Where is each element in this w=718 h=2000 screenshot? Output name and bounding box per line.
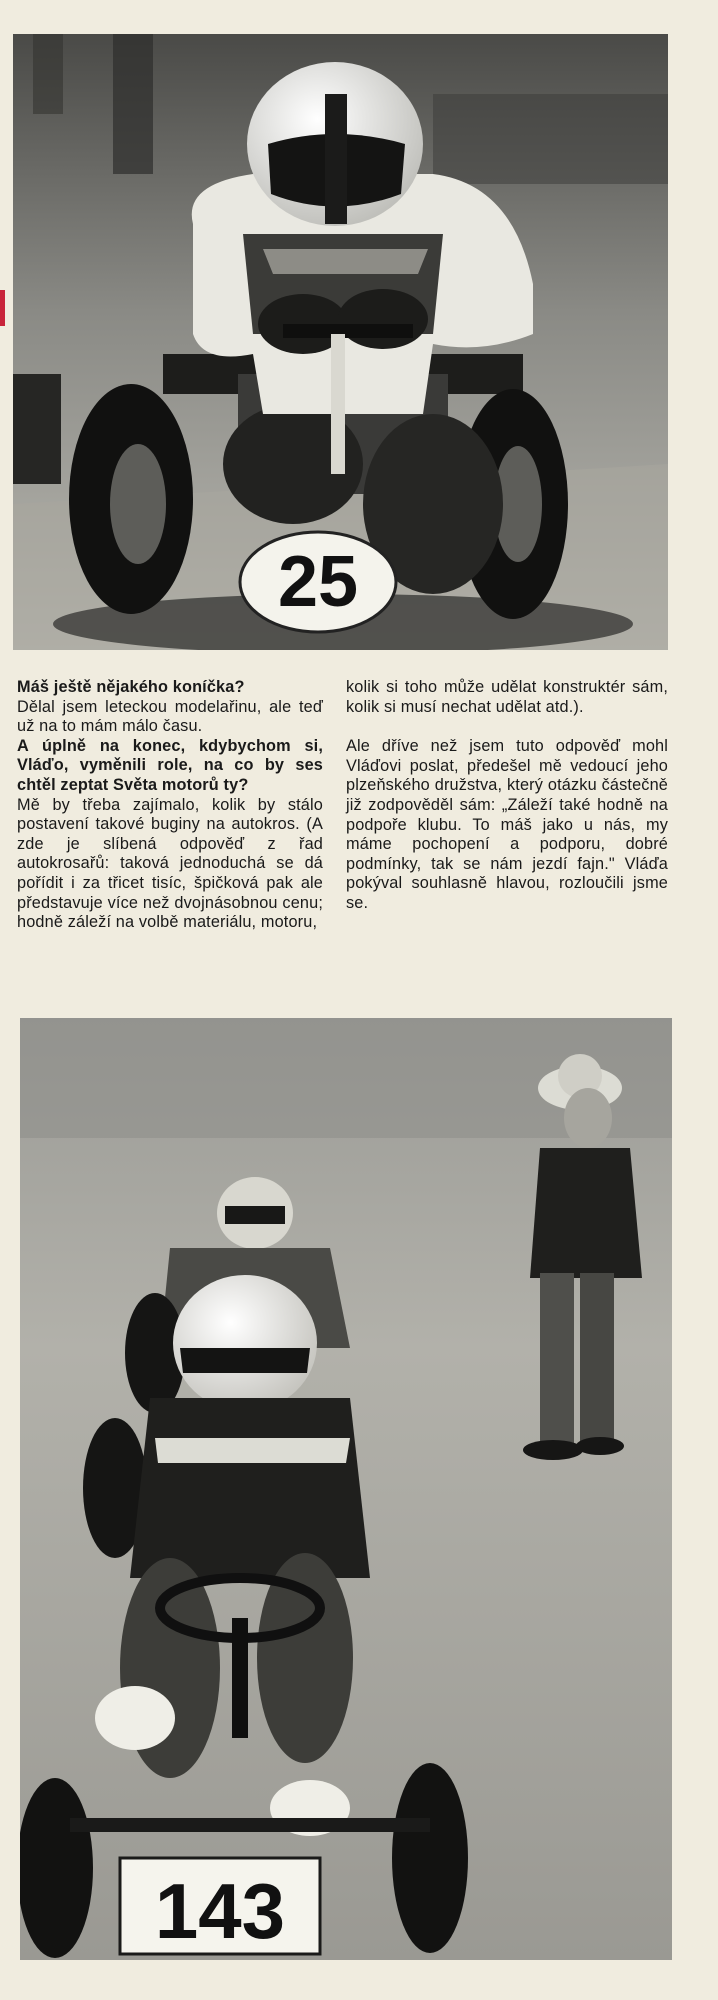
interview-answer-hobby: Dělal jsem leteckou modelařinu, ale teď už na to mám málo času. (17, 697, 323, 736)
interview-answer-roles-continued: kolik si toho může udělat konstruktér sám, kolik si musí nechat udělat atd.). (346, 678, 668, 716)
article-left-column (17, 678, 323, 933)
photo-kart-driver-25 (13, 34, 668, 650)
kart-number-143: 143 (154, 1867, 286, 1955)
photo-kart-25-illustration (13, 34, 668, 650)
interview-answer-roles: Mě by třeba zajímalo, kolik by stálo postavení takové buginy na autokros. (A zde je slíbená odpověď z řad autokrosařů: taková jednoduchá se dá pořídit i za třicet tisíc, špičková pak ale představuje více než dvojnásobnou cenu; hodně záleží na volbě materiálu, motoru, (17, 795, 323, 932)
article-right-column (346, 678, 668, 914)
kart-number-25: 25 (277, 542, 359, 622)
photo-kart-143-illustration (20, 1018, 672, 1960)
interview-question-roles: A úplně na konec, kdybychom si, Vláďo, vyměnili role, na co by ses chtěl zeptat Světa motorů ty? (17, 736, 323, 794)
photo-kart-143-with-child (20, 1018, 672, 1960)
interview-question-hobby: Máš ještě nějakého koníčka? (17, 678, 245, 696)
page-edge-color-mark (0, 290, 5, 326)
article-closing-paragraph: Ale dříve než jsem tuto odpověď mohl Vláďovi poslat, předešel mě vedoucí jeho plzeňského družstva, který otázku částečně již zodpověděl sám: „Záleží také hodně na podpoře klubu. To máš jako u nás, my máme pochopení a podporu, dobré podmínky, tak se nám jezdí fajn." Vláďa pokýval souhlasně hlavou, rozloučili jsme se. (346, 737, 668, 912)
